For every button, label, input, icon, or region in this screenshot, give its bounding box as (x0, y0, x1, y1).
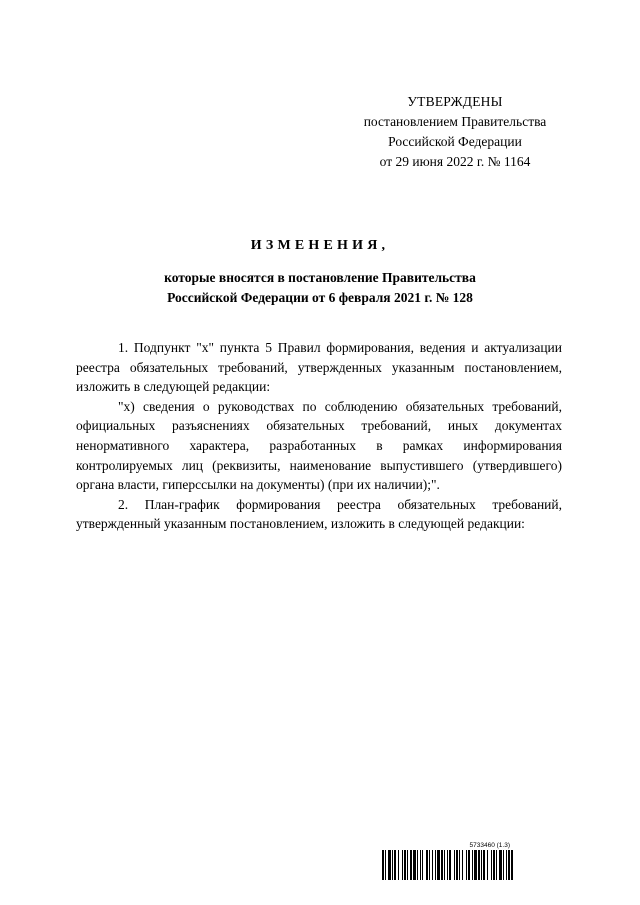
approval-line-federation: Российской Федерации (388, 134, 522, 149)
barcode-image (382, 850, 568, 880)
subtitle-line-1: которые вносятся в постановление Правительства (164, 270, 476, 285)
barcode-block (382, 842, 572, 880)
paragraph-2: "х) сведения о руководствах по соблюдению обязательных требований, официальных разъяснениях обязательных требований, иных документах ненормативного характера, разработанных в рамках информирования контролируемых лиц (реквизиты, наименование выпустившего (утвердившего) органа власти, гиперссылки на документы) (при их наличии);". (76, 398, 562, 493)
barcode-stripe (513, 850, 514, 880)
paragraph-1: 1. Подпункт "х" пункта 5 Правил формирования, ведения и актуализации реестра обязательных требований, утвержденных указанным постановлением, изложить в следующей редакции: (76, 340, 562, 395)
approval-stamp (340, 92, 570, 172)
barcode-number: 5733460 (1.3) (469, 842, 510, 849)
subtitle-line-2: Российской Федерации от 6 февраля 2021 г. № 128 (167, 290, 473, 305)
approval-line-date: от 29 июня 2022 г. № 1164 (379, 154, 531, 169)
document-title: ИЗМЕНЕНИЯ, (250, 238, 390, 253)
approval-heading: УТВЕРЖДЕНЫ (407, 94, 503, 109)
paragraph-3: 2. План-график формирования реестра обязательных требований, утвержденный указанным постановлением, изложить в следующей редакции: (76, 496, 562, 532)
approval-line-decree: постановлением Правительства (363, 114, 547, 129)
document-subtitle (0, 268, 640, 308)
document-body (76, 338, 562, 534)
